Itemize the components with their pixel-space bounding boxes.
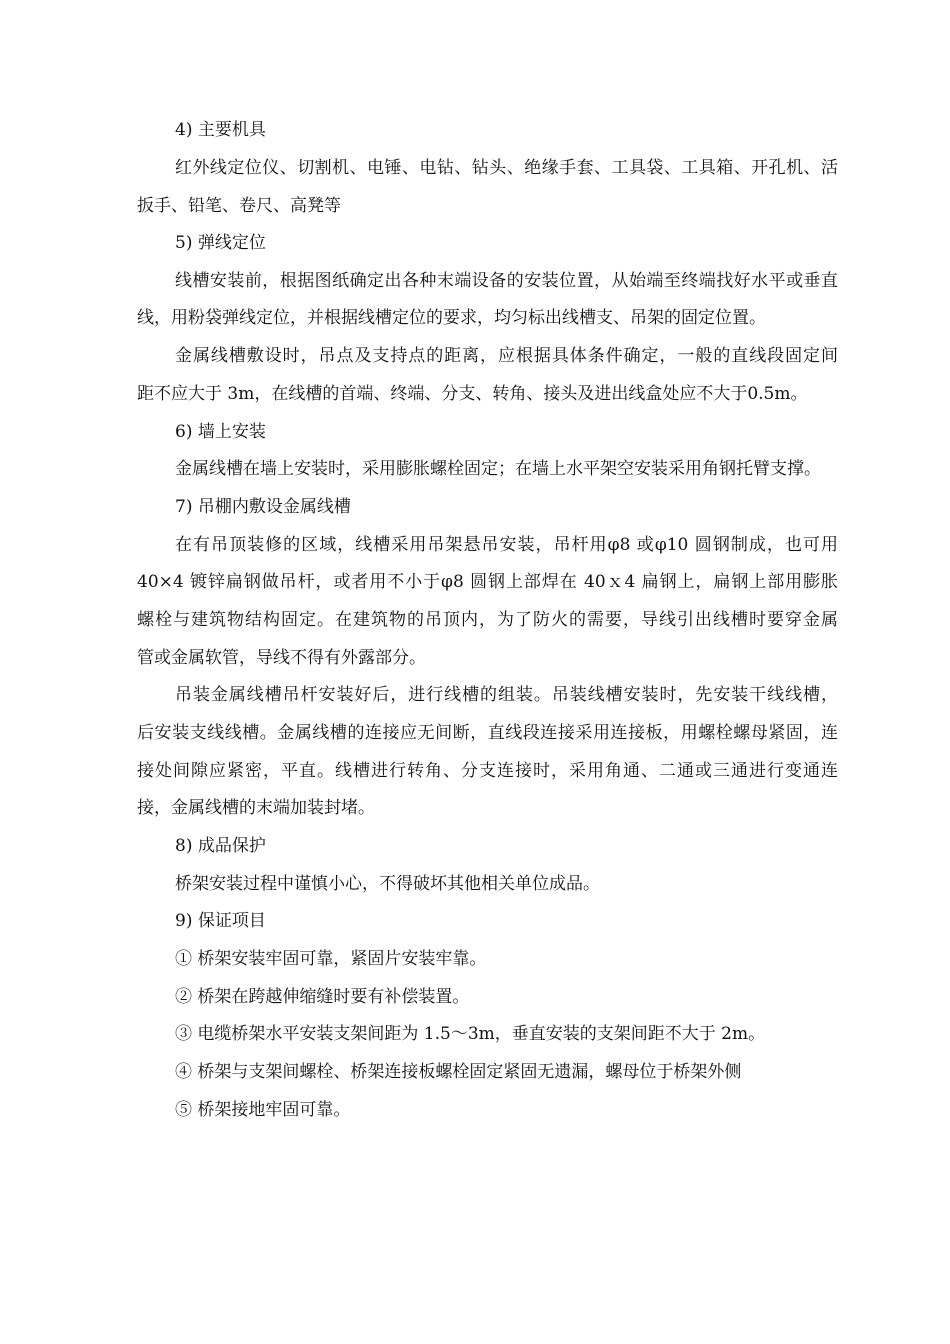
paragraph-line: 接，金属线槽的末端加装封堵。 <box>137 798 375 818</box>
list-item: ⑤ 桥架接地牢固可靠。 <box>175 1100 351 1120</box>
paragraph-line: 线，用粉袋弹线定位，并根据线槽定位的要求，均匀标出线槽支、吊架的固定位置。 <box>137 308 766 328</box>
paragraph-line: 螺栓与建筑物结构固定。在建筑物的吊顶内，为了防火的需要，导线引出线槽时要穿金属 <box>137 610 838 630</box>
paragraph-line: 管或金属软管，导线不得有外露部分。 <box>137 648 426 668</box>
list-item: ① 桥架安装牢固可靠，紧固片安装牢靠。 <box>175 949 487 969</box>
paragraph-line: 金属线槽敷设时，吊点及支持点的距离，应根据具体条件确定，一般的直线段固定间 <box>175 346 838 366</box>
paragraph-line: 距不应大于 3m，在线槽的首端、终端、分支、转角、接头及进出线盒处应不大于0.5m。 <box>137 384 808 404</box>
paragraph-line: 40×4 镀锌扁钢做吊杆，或者用不小于φ8 圆钢上部焊在 40ｘ4 扁钢上，扁钢上部用膨胀 <box>137 572 838 592</box>
paragraph-line: 接处间隙应紧密，平直。线槽进行转角、分支连接时，采用角通、二通或三通进行变通连 <box>137 761 838 781</box>
heading-ceiling-trunking: 7) 吊棚内敷设金属线槽 <box>175 497 351 517</box>
heading-main-tools: 4) 主要机具 <box>175 120 266 140</box>
paragraph-line: 在有吊顶装修的区域，线槽采用吊架悬吊安装，吊杆用φ8 或φ10 圆钢制成，也可用 <box>175 535 838 555</box>
heading-guarantee-items: 9) 保证项目 <box>175 911 266 931</box>
paragraph-line: 扳手、铅笔、卷尺、高凳等 <box>137 196 341 216</box>
heading-wall-installation: 6) 墙上安装 <box>175 422 266 442</box>
paragraph-line: 线槽安装前，根据图纸确定出各种末端设备的安装位置，从始端至终端找好水平或垂直 <box>175 271 838 291</box>
list-item: ② 桥架在跨越伸缩缝时要有补偿装置。 <box>175 987 470 1007</box>
list-item: ④ 桥架与支架间螺栓、桥架连接板螺栓固定紧固无遗漏，螺母位于桥架外侧 <box>175 1062 742 1082</box>
paragraph-line: 吊装金属线槽吊杆安装好后，进行线槽的组装。吊装线槽安装时，先安装干线线槽， <box>175 685 838 705</box>
paragraph-line: 后安装支线线槽。金属线槽的连接应无间断，直线段连接采用连接板，用螺栓螺母紧固，连 <box>137 723 838 743</box>
paragraph-line: 桥架安装过程中谨慎小心，不得破坏其他相关单位成品。 <box>175 874 600 894</box>
heading-product-protection: 8) 成品保护 <box>175 836 266 856</box>
heading-line-marking: 5) 弹线定位 <box>175 233 266 253</box>
paragraph-line: 金属线槽在墙上安装时，采用膨胀螺栓固定；在墙上水平架空安装采用角钢托臂支撑。 <box>175 459 821 479</box>
paragraph-line: 红外线定位仪、切割机、电锤、电钻、钻头、绝缘手套、工具袋、工具箱、开孔机、活 <box>175 158 838 178</box>
list-item: ③ 电缆桥架水平安装支架间距为 1.5～3m，垂直安装的支架间距不大于 2m。 <box>175 1024 766 1044</box>
